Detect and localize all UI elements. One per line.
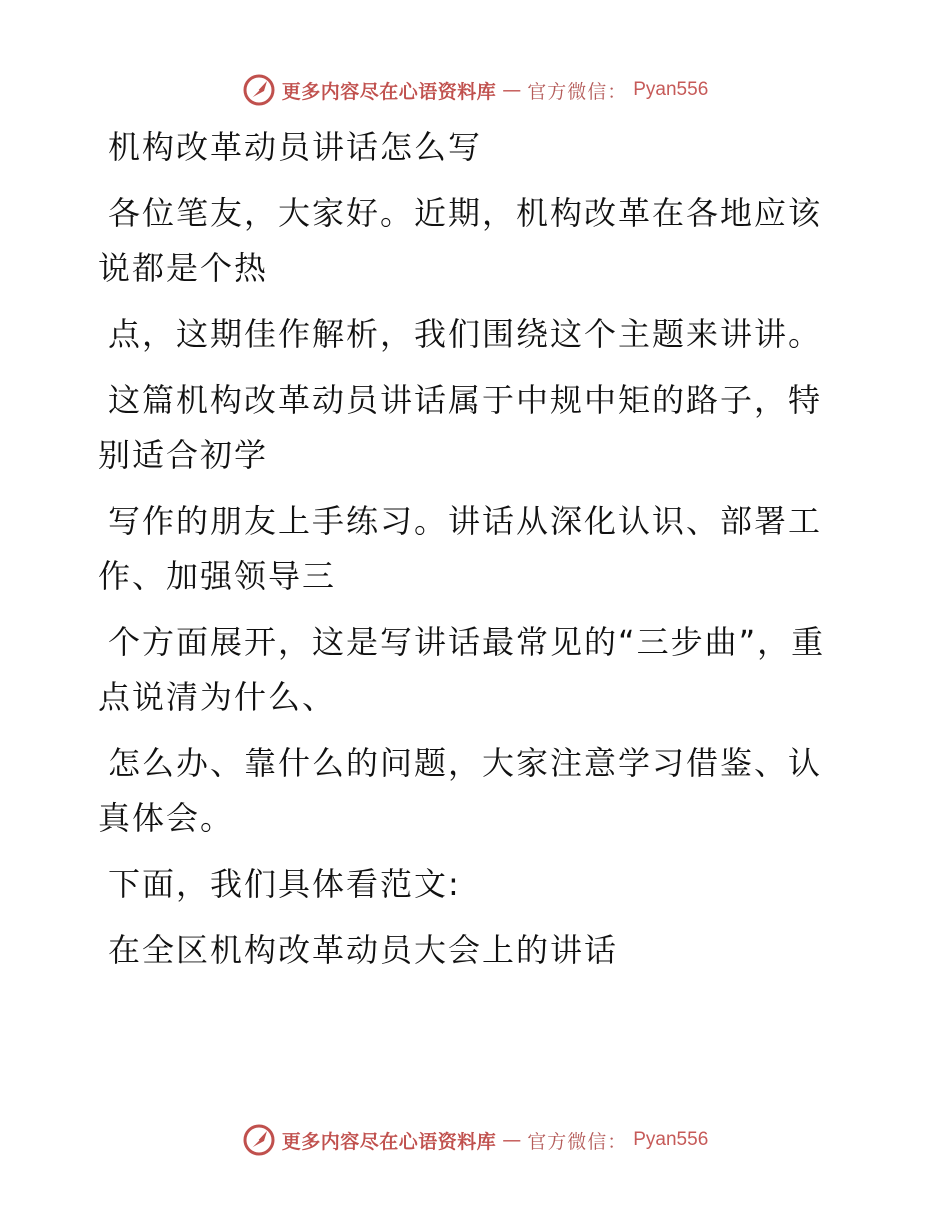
banner-dash: — bbox=[502, 1129, 522, 1151]
quill-pen-circle-icon bbox=[242, 73, 276, 107]
banner-wechat-id: Pyan556 bbox=[633, 79, 709, 100]
header-watermark-banner bbox=[0, 70, 950, 110]
paragraph: 写作的朋友上手练习。讲话从深化认识、部署工作、加强领导三 bbox=[98, 502, 823, 595]
footer-watermark-banner bbox=[0, 1120, 950, 1160]
document-body bbox=[98, 120, 838, 989]
banner-dash: — bbox=[502, 79, 522, 101]
quill-pen-circle-icon bbox=[242, 1123, 276, 1157]
paragraph: 下面，我们具体看范文: bbox=[108, 865, 461, 903]
banner-site-name: 更多内容尽在心语资料库 bbox=[281, 1130, 497, 1153]
paragraph: 各位笔友，大家好。近期，机构改革在各地应该说都是个热 bbox=[98, 194, 823, 287]
paragraph: 个方面展开，这是写讲话最常见的“三步曲”，重点说清为什么、 bbox=[98, 623, 826, 716]
paragraph: 这篇机构改革动员讲话属于中规中矩的路子，特别适合初学 bbox=[98, 381, 823, 474]
document-title: 机构改革动员讲话怎么写 bbox=[108, 128, 483, 166]
paragraph: 怎么办、靠什么的问题，大家注意学习借鉴、认真体会。 bbox=[98, 744, 823, 837]
banner-wechat-label: 官方微信： bbox=[527, 80, 628, 103]
banner-wechat-id: Pyan556 bbox=[633, 1129, 709, 1150]
section-heading: 在全区机构改革动员大会上的讲话 bbox=[108, 931, 619, 969]
paragraph: 点，这期佳作解析，我们围绕这个主题来讲讲。 bbox=[108, 315, 823, 353]
banner-site-name: 更多内容尽在心语资料库 bbox=[281, 80, 497, 103]
banner-wechat-label: 官方微信： bbox=[527, 1130, 628, 1153]
